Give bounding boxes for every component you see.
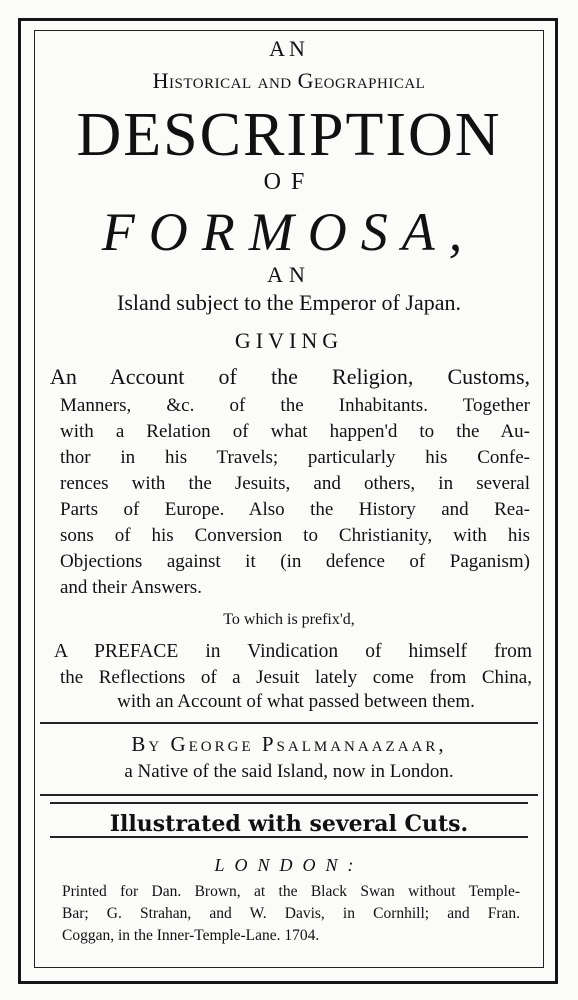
preface-line: with an Account of what passed between them. [117,691,475,712]
illustrated-text: Illustrated with several Cuts. [109,811,469,837]
native-line: a Native of the said Island, now in London. [124,761,454,782]
divider-rule [40,722,538,724]
author-line: By George Psalmanaazaar, [131,732,447,756]
account-line: Manners, &c. of the Inhabitants. Together [60,395,530,416]
prefix-intro: To which is prefix'd, [223,611,355,628]
title-an: AN [269,36,309,61]
imprint-line: Bar; G. Strahan, and W. Davis, in Cornhill; and Fran. [62,905,520,922]
preface-line: the Reflections of a Jesuit lately come from China, [60,667,532,688]
preface-line: A PREFACE in Vindication of himself from [54,641,532,662]
account-line: thor in his Travels; particularly his Confe- [60,447,530,468]
account-line: Parts of Europe. Also the History and Rea- [60,499,530,520]
account-line: with a Relation of what happen'd to the Au- [60,421,530,442]
account-line: An Account of the Religion, Customs, [50,364,530,389]
imprint-line: Coggan, in the Inner-Temple-Lane. 1704. [62,927,320,944]
title-island-subject: Island subject to the Emperor of Japan. [117,290,461,315]
imprint-city: LONDON: [214,855,364,875]
account-line: sons of his Conversion to Christianity, with his [60,525,530,546]
imprint-line: Printed for Dan. Brown, at the Black Swan without Temple- [62,883,520,900]
title-formosa: FORMOSA, [101,202,477,262]
title-of: OF [263,169,315,195]
account-line: Objections against it (in defence of Paganism) [60,551,530,572]
title-an-second: AN [267,262,311,287]
illustrated-banner [50,802,528,838]
title-historical-geographical: Historical and Geographical [152,68,426,93]
title-giving: GIVING [234,328,344,353]
title-description: DESCRIPTION [76,101,502,169]
account-line: and their Answers. [60,577,202,598]
account-line: rences with the Jesuits, and others, in several [60,473,530,494]
divider-rule [40,794,538,796]
